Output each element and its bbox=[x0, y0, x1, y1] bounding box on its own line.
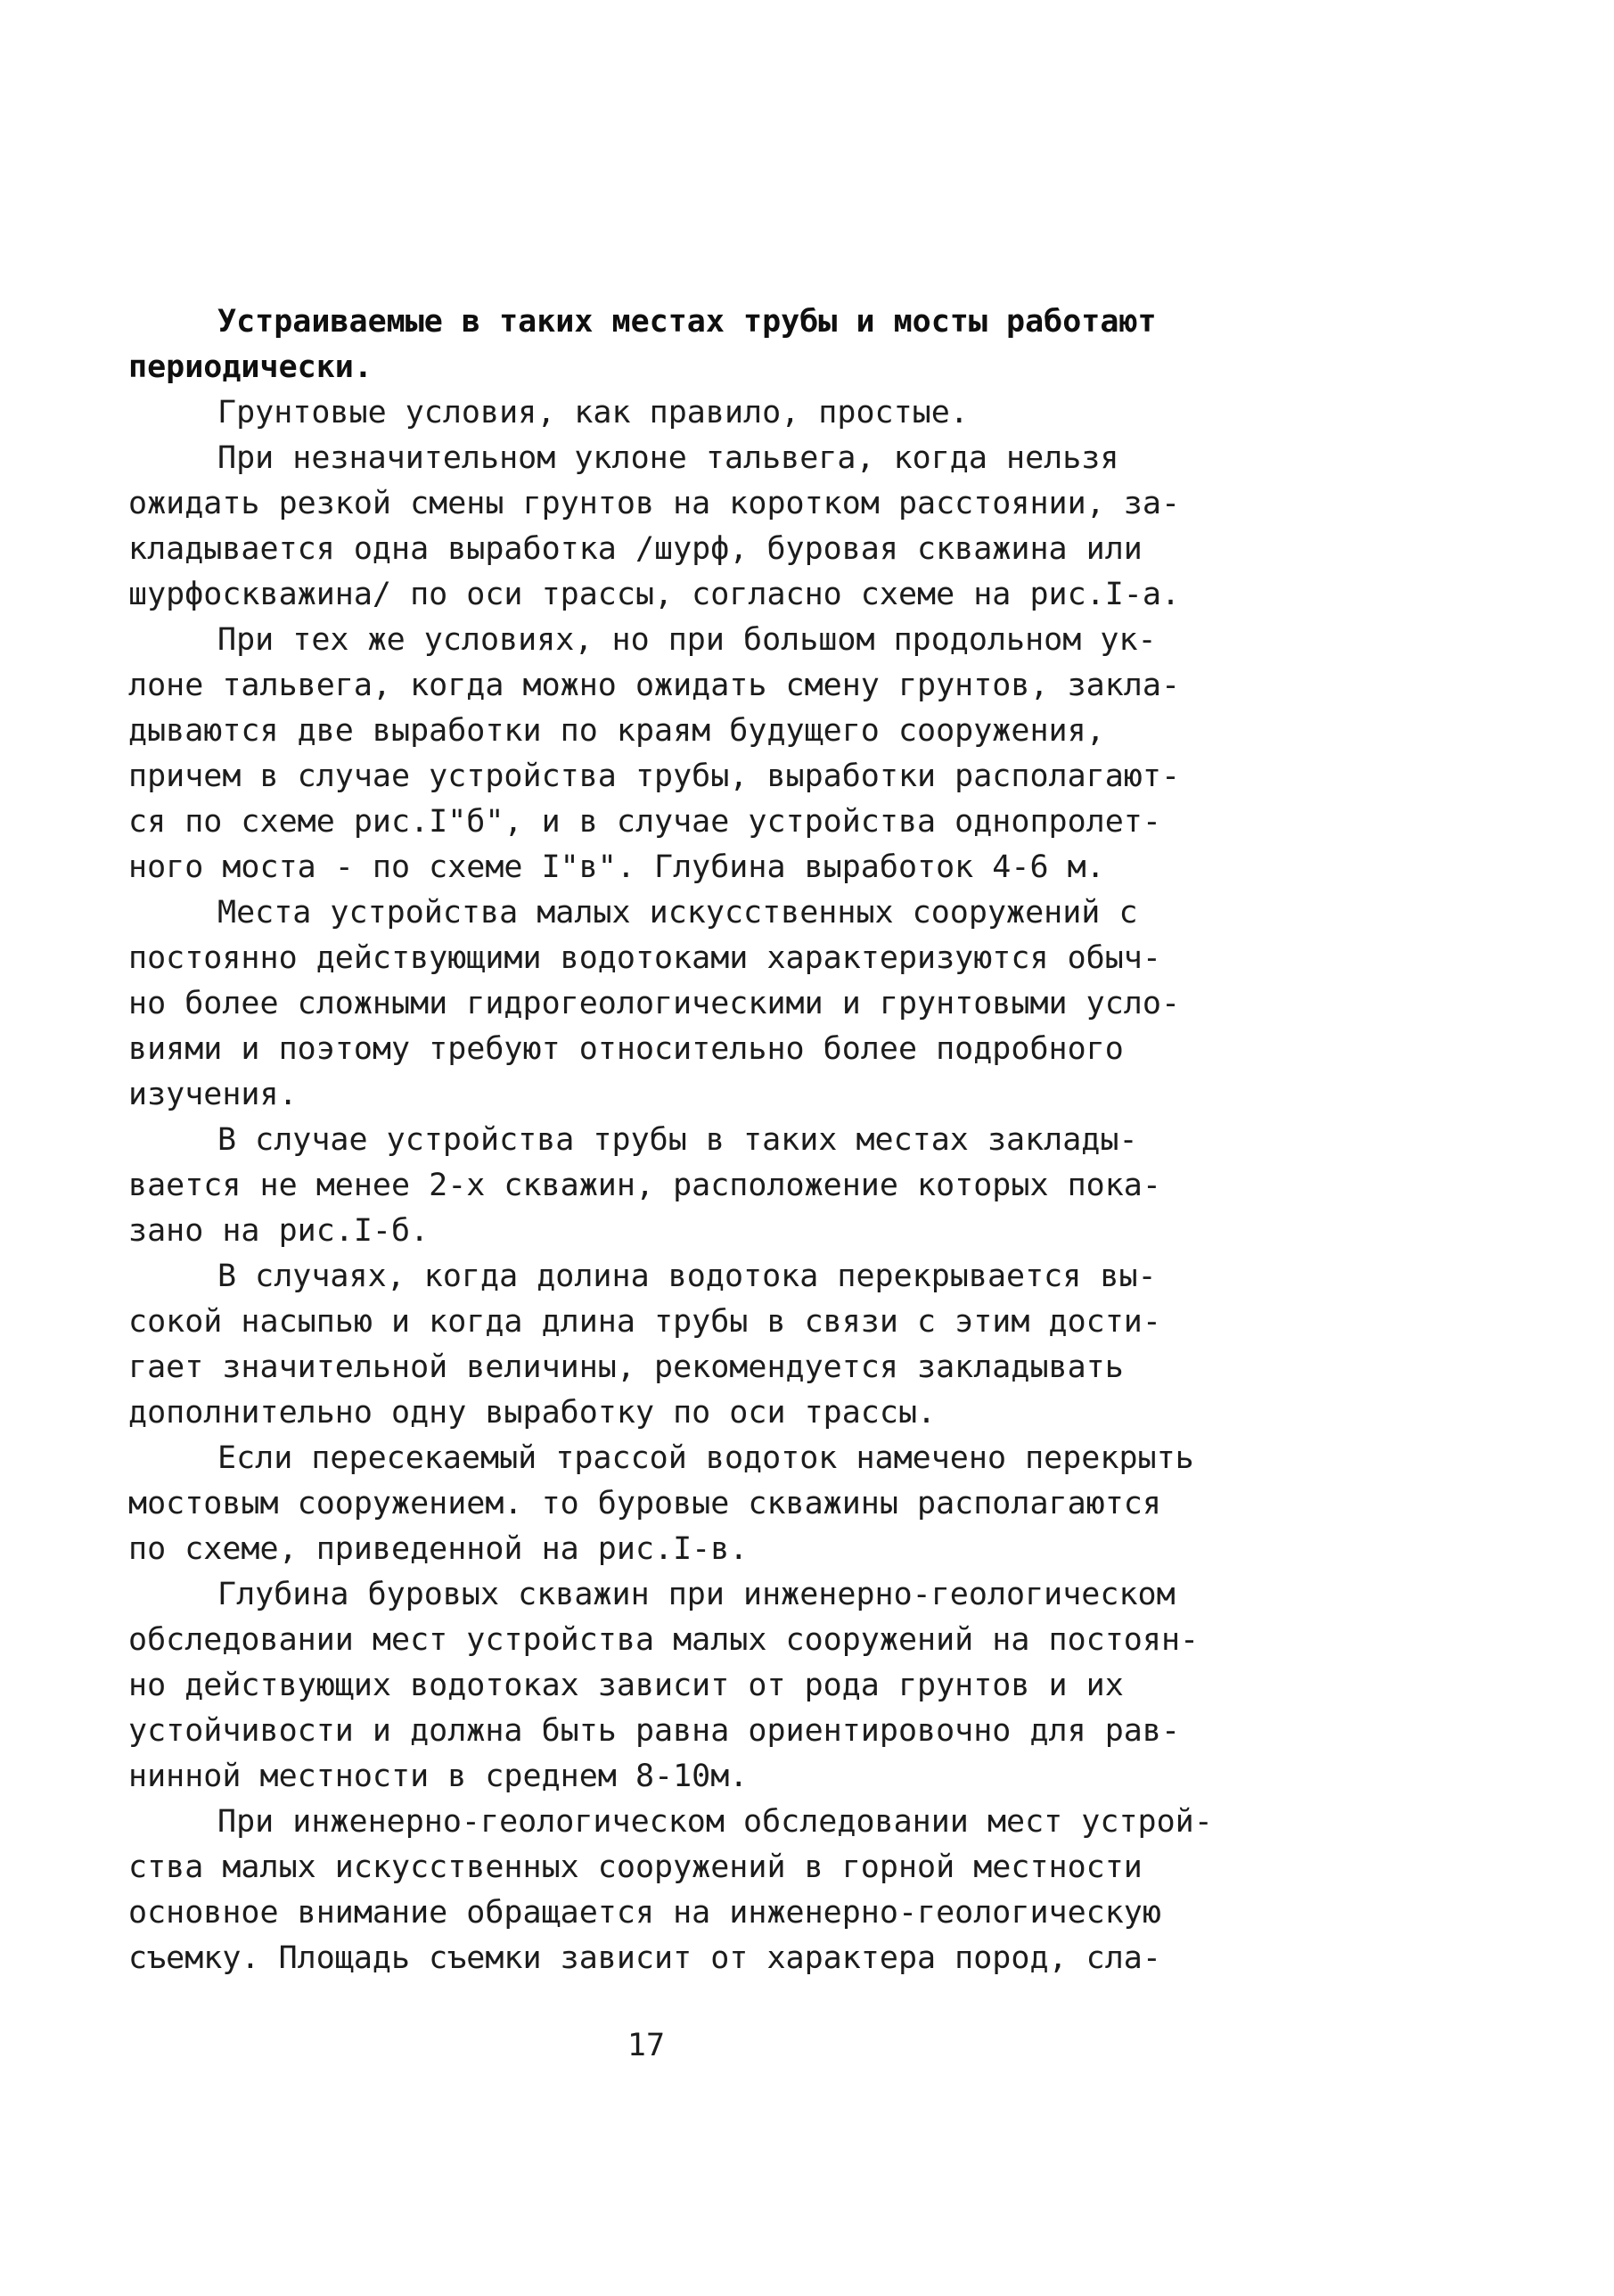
text-line: сокой насыпью и когда длина трубы в связи с этим дости- bbox=[128, 1304, 1161, 1340]
text-line: лоне тальвега, когда можно ожидать смену грунтов, закла- bbox=[128, 668, 1181, 703]
text-line: зано на рис.I-б. bbox=[128, 1213, 430, 1249]
text-line: ного моста - по схеме I"в". Глубина выработок 4-6 м. bbox=[128, 849, 1105, 885]
text-line: мостовым сооружением. то буровые скважины располагаются bbox=[128, 1486, 1161, 1521]
text-line: но действующих водотоках зависит от рода грунтов и их bbox=[128, 1668, 1124, 1703]
text-line: ся по схеме рис.I"б", и в случае устройства однопролет- bbox=[128, 804, 1161, 840]
text-line: гает значительной величины, рекомендуется закладывать bbox=[128, 1349, 1124, 1385]
text-line: вается не менее 2-х скважин, расположение которых пока- bbox=[128, 1168, 1161, 1203]
text-line: нинной местности в среднем 8-10м. bbox=[128, 1759, 749, 1794]
body-text bbox=[128, 299, 1242, 1981]
text-line: Устраиваемые в таких местах трубы и мосты работают bbox=[217, 304, 1157, 340]
text-line: изучения. bbox=[128, 1077, 298, 1112]
text-line: дополнительно одну выработку по оси трассы. bbox=[128, 1395, 937, 1431]
text-line: кладывается одна выработка /шурф, буровая скважина или bbox=[128, 531, 1143, 567]
text-line: ожидать резкой смены грунтов на коротком расстоянии, за- bbox=[128, 486, 1181, 521]
text-line: Места устройства малых искусственных сооружений с bbox=[217, 895, 1138, 931]
text-line: причем в случае устройства трубы, выработки располагают- bbox=[128, 758, 1181, 794]
text-line: При незначительном уклоне тальвега, когда нельзя bbox=[217, 440, 1119, 476]
text-line: устойчивости и должна быть равна ориентировочно для рав- bbox=[128, 1713, 1181, 1749]
page-number: 17 bbox=[627, 2028, 666, 2063]
text-line: При тех же условиях, но при большом продольном ук- bbox=[217, 622, 1157, 658]
text-line: периодически. bbox=[128, 349, 373, 385]
text-line: виями и поэтому требуют относительно более подробного bbox=[128, 1031, 1124, 1067]
text-line: основное внимание обращается на инженерно-геологическую bbox=[128, 1895, 1161, 1931]
text-line: дываются две выработки по краям будущего сооружения, bbox=[128, 713, 1105, 749]
text-line: шурфоскважина/ по оси трассы, согласно схеме на рис.I-а. bbox=[128, 577, 1181, 612]
text-line: по схеме, приведенной на рис.I-в. bbox=[128, 1531, 749, 1567]
text-line: обследовании мест устройства малых сооружений на постоян- bbox=[128, 1622, 1200, 1658]
text-line: В случае устройства трубы в таких местах заклады- bbox=[217, 1122, 1138, 1158]
text-line: Глубина буровых скважин при инженерно-геологическом bbox=[217, 1577, 1176, 1612]
text-line: но более сложными гидрогеологическими и грунтовыми усло- bbox=[128, 986, 1181, 1021]
text-line: ства малых искусственных сооружений в горной местности bbox=[128, 1849, 1143, 1885]
text-line: При инженерно-геологическом обследовании мест устрой- bbox=[217, 1804, 1213, 1840]
text-line: постоянно действующими водотоками характеризуются обыч- bbox=[128, 940, 1161, 976]
text-line: В случаях, когда долина водотока перекрывается вы- bbox=[217, 1259, 1157, 1294]
text-line: Грунтовые условия, как правило, простые. bbox=[217, 395, 969, 430]
text-line: Если пересекаемый трассой водоток намечено перекрыть bbox=[217, 1440, 1194, 1476]
text-line: съемку. Площадь съемки зависит от характера пород, сла- bbox=[128, 1940, 1161, 1976]
